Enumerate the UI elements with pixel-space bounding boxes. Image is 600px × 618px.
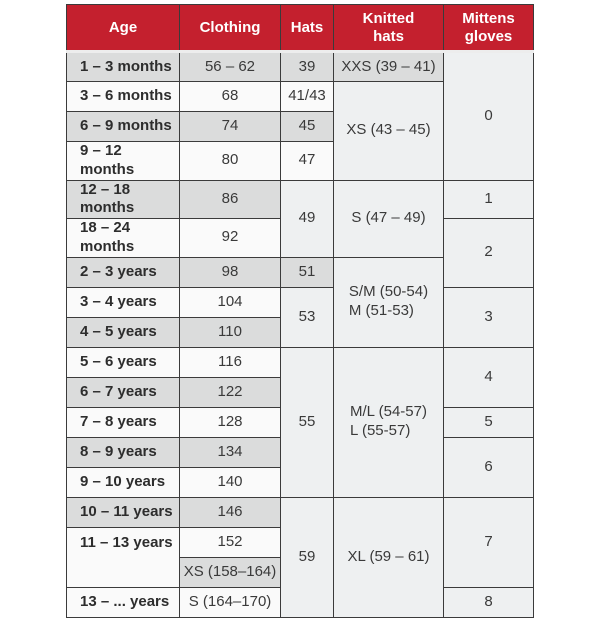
clothing-cell: 104 (180, 287, 281, 317)
age-cell: 12 – 18 months (67, 180, 180, 219)
age-cell: 4 – 5 years (67, 317, 180, 347)
col-header-mittens-line2: gloves (464, 27, 513, 45)
age-cell: 1 – 3 months (67, 52, 180, 82)
clothing-cell: 122 (180, 377, 281, 407)
knitted-hats-line1: M/L (54-57) (350, 403, 427, 421)
knitted-hats-cell (334, 347, 444, 497)
hats-cell: 39 (281, 52, 334, 82)
clothing-cell: 92 (180, 219, 281, 258)
knitted-hats-cell: S (47 – 49) (334, 180, 444, 257)
mittens-cell: 4 (444, 347, 534, 407)
table-row (67, 497, 534, 527)
age-cell: 6 – 7 years (67, 377, 180, 407)
knitted-hats-cell (334, 257, 444, 347)
size-chart-table (66, 4, 534, 618)
age-cell: 11 – 13 years (67, 527, 180, 587)
age-cell: 8 – 9 years (67, 437, 180, 467)
col-header-knitted-hats (334, 5, 444, 52)
hats-cell: 45 (281, 112, 334, 142)
mittens-cell: 3 (444, 287, 534, 347)
hats-cell: 53 (281, 287, 334, 347)
col-header-mittens-line1: Mittens (462, 9, 515, 27)
table-row (67, 180, 534, 219)
table-row (67, 287, 534, 317)
clothing-cell: 152 (180, 527, 281, 557)
col-header-knitted-line2: hats (373, 27, 404, 45)
age-cell: 6 – 9 months (67, 112, 180, 142)
age-cell: 2 – 3 years (67, 257, 180, 287)
age-cell: 3 – 6 months (67, 82, 180, 112)
age-cell: 9 – 12 months (67, 142, 180, 181)
clothing-cell: 98 (180, 257, 281, 287)
clothing-cell: 134 (180, 437, 281, 467)
knitted-hats-line2: M (51-53) (348, 302, 414, 319)
knitted-hats-cell: XXS (39 – 41) (334, 52, 444, 82)
age-cell: 18 – 24 months (67, 219, 180, 258)
col-header-mittens-gloves (444, 5, 534, 52)
age-cell: 13 – ... years (67, 587, 180, 617)
mittens-cell: 0 (444, 52, 534, 181)
hats-cell: 47 (281, 142, 334, 181)
hats-cell: 55 (281, 347, 334, 497)
hats-cell: 59 (281, 497, 334, 617)
age-cell: 7 – 8 years (67, 407, 180, 437)
hats-cell: 41/43 (281, 82, 334, 112)
clothing-cell: XS (158–164) (180, 557, 281, 587)
col-header-hats: Hats (281, 5, 334, 52)
mittens-cell: 1 (444, 180, 534, 219)
age-cell: 3 – 4 years (67, 287, 180, 317)
hats-cell: 51 (281, 257, 334, 287)
clothing-cell: 74 (180, 112, 281, 142)
table-row (67, 347, 534, 377)
clothing-cell: 80 (180, 142, 281, 181)
col-header-age: Age (67, 5, 180, 52)
mittens-cell: 7 (444, 497, 534, 587)
clothing-cell: 56 – 62 (180, 52, 281, 82)
mittens-cell: 2 (444, 219, 534, 288)
age-cell: 10 – 11 years (67, 497, 180, 527)
mittens-cell: 8 (444, 587, 534, 617)
knitted-hats-cell: XL (59 – 61) (334, 497, 444, 617)
hats-cell: 49 (281, 180, 334, 257)
clothing-cell: 86 (180, 180, 281, 219)
knitted-hats-line1: S/M (50-54) (348, 283, 429, 301)
knitted-hats-line2: L (55-57) (350, 422, 411, 439)
clothing-cell: S (164–170) (180, 587, 281, 617)
clothing-cell: 110 (180, 317, 281, 347)
table-row (67, 52, 534, 82)
clothing-cell: 68 (180, 82, 281, 112)
clothing-cell: 116 (180, 347, 281, 377)
col-header-clothing: Clothing (180, 5, 281, 52)
mittens-cell: 6 (444, 437, 534, 497)
clothing-cell: 146 (180, 497, 281, 527)
header-row (67, 5, 534, 52)
mittens-cell: 5 (444, 407, 534, 437)
clothing-cell: 140 (180, 467, 281, 497)
knitted-hats-cell: XS (43 – 45) (334, 82, 444, 181)
clothing-cell: 128 (180, 407, 281, 437)
col-header-knitted-line1: Knitted (362, 9, 415, 27)
age-cell: 9 – 10 years (67, 467, 180, 497)
age-cell: 5 – 6 years (67, 347, 180, 377)
